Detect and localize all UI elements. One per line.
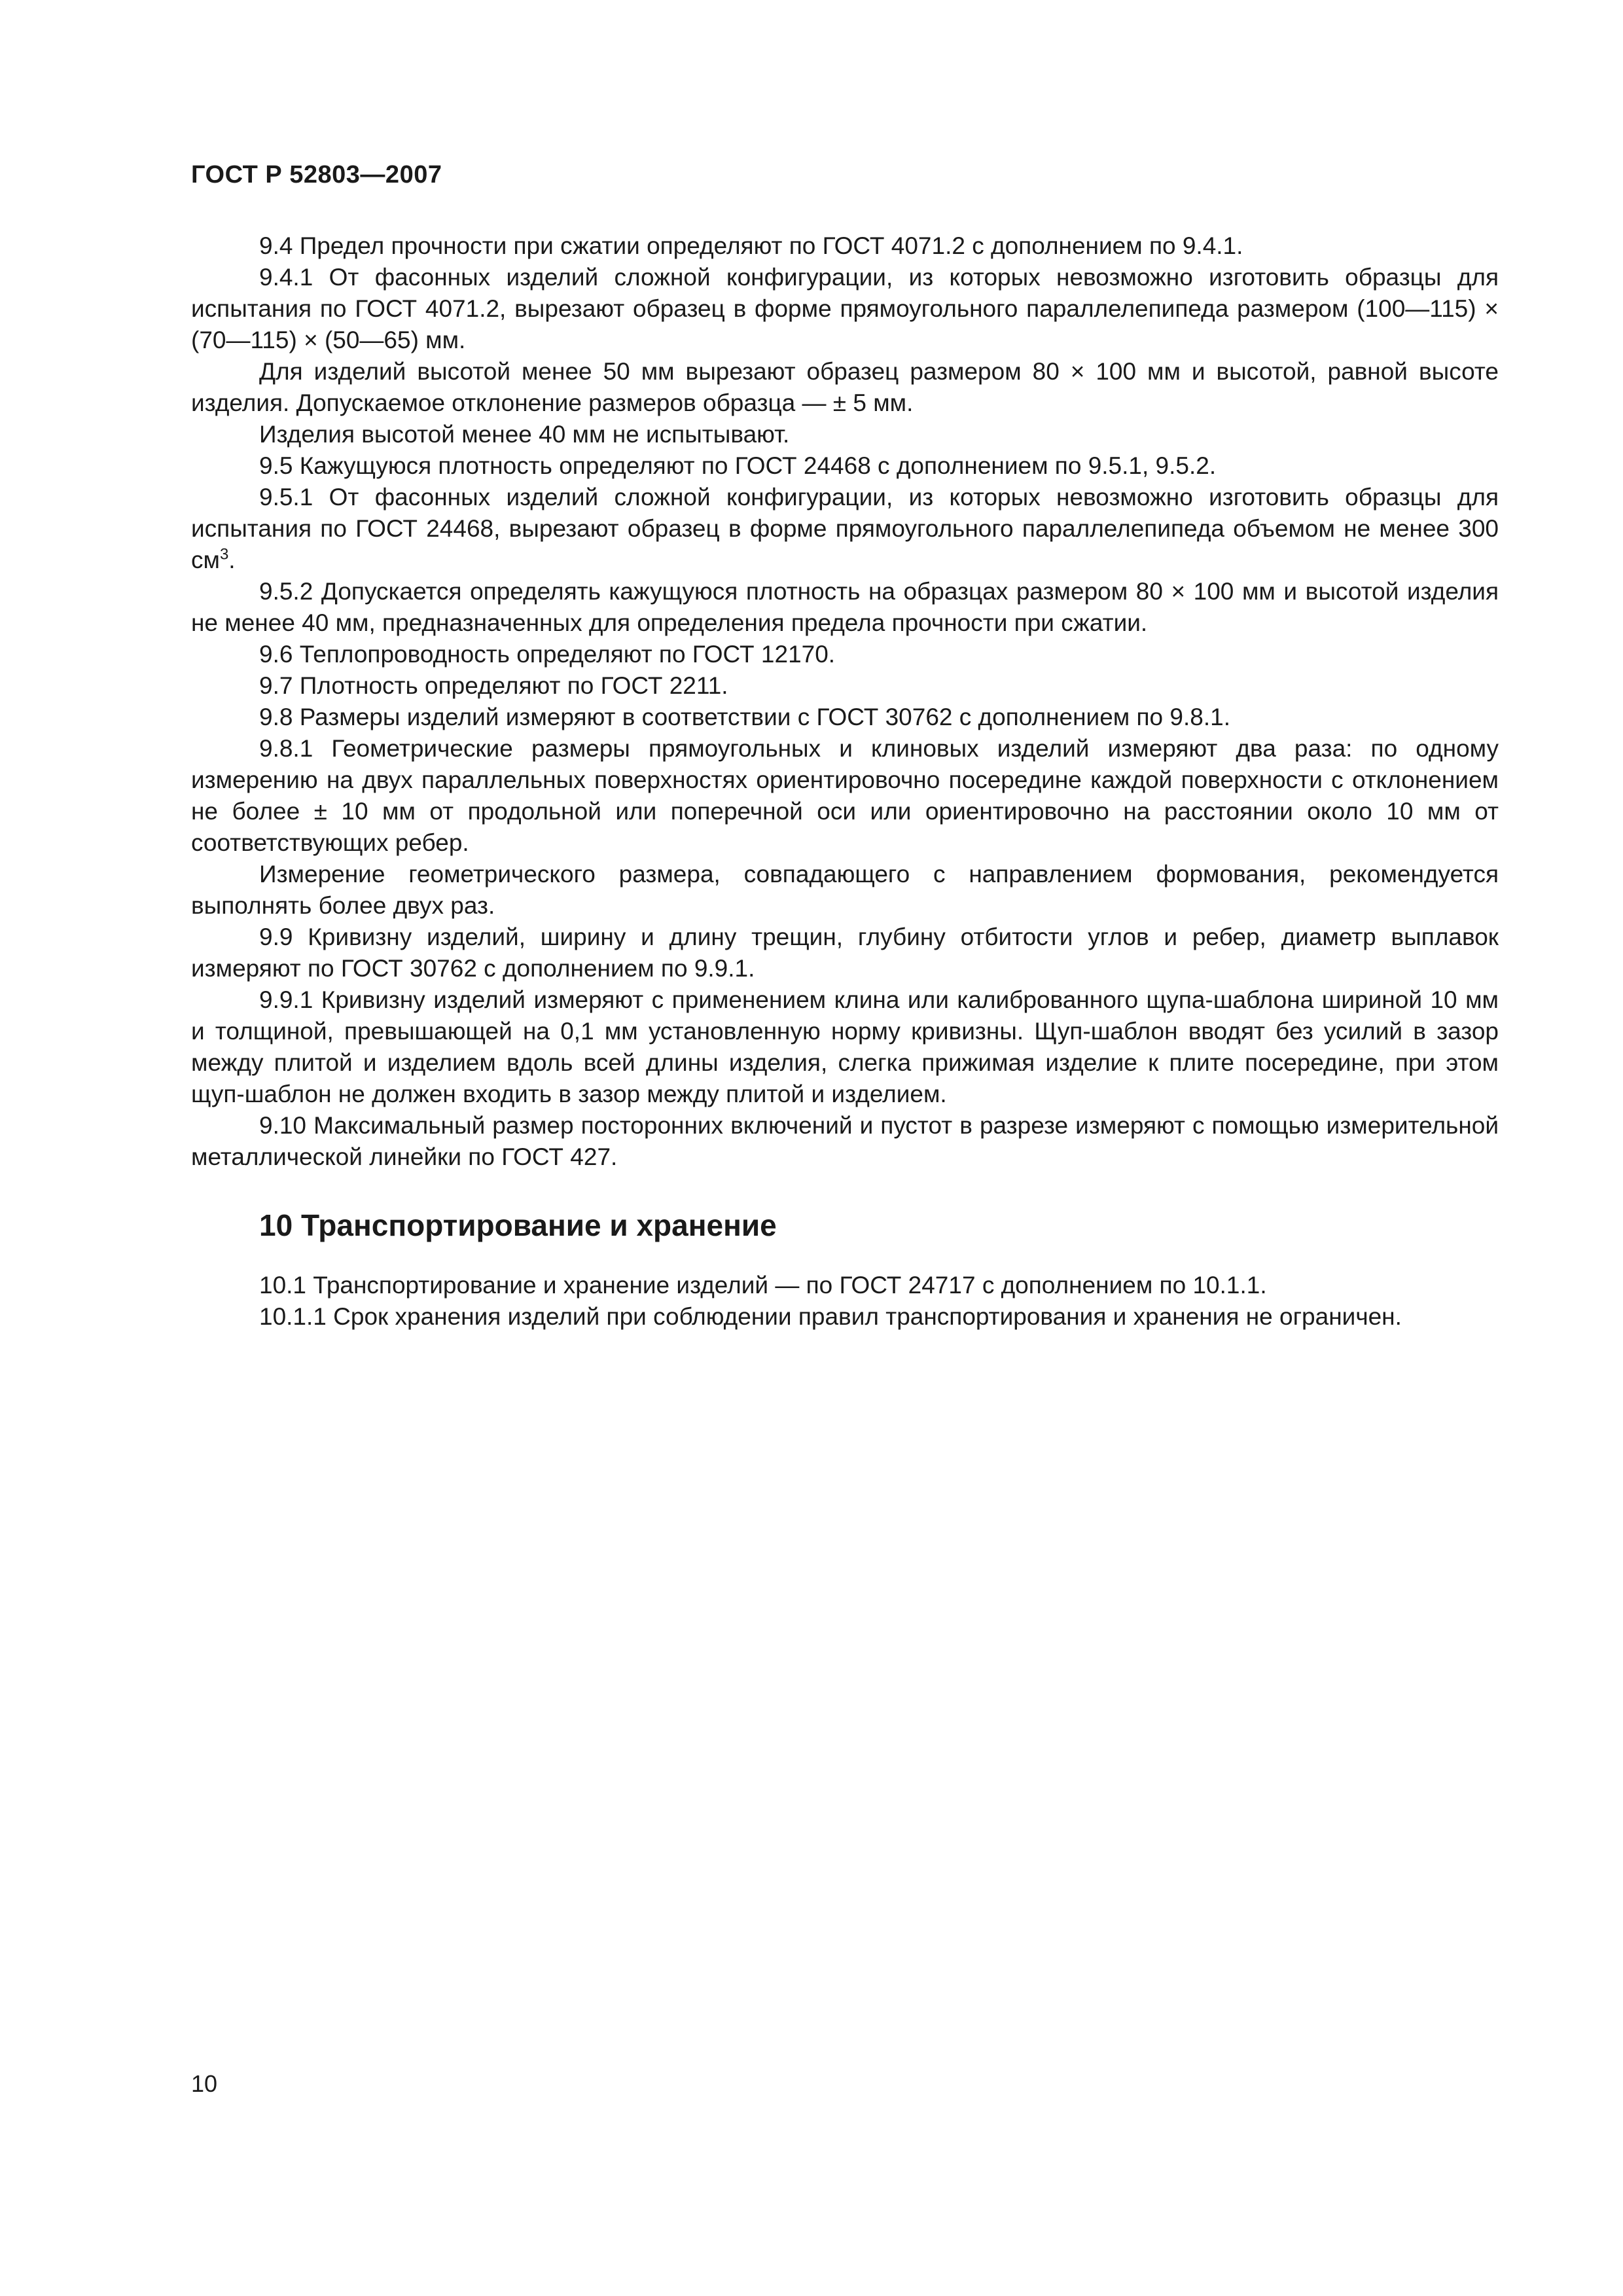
paragraph-9-4-1-c: Изделия высотой менее 40 мм не испытывают. <box>259 421 790 448</box>
document-body <box>191 230 1499 1333</box>
paragraph-9-9-1: 9.9.1 Кривизну изделий измеряют с применением клина или калиброванного щупа-шаблона шириной 10 мм и толщиной, превышающей на 0,1 мм установленную норму кривизны. Щуп-шаблон вводят без усилий в зазор между плитой и изделием вдоль всей длины изделия, слегка прижимая изделие к плите посередине, при этом щуп-шаблон не должен входить в зазор между плитой и изделием. <box>191 986 1499 1107</box>
paragraph-9-5-2: 9.5.2 Допускается определять кажущуюся плотность на образцах размером 80 × 100 мм и высотой изделия не менее 40 мм, предназначенных для определения предела прочности при сжатии. <box>191 578 1499 636</box>
paragraph-9-4-1-b: Для изделий высотой менее 50 мм вырезают образец размером 80 × 100 мм и высотой, равной высоте изделия. Допускаемое отклонение размеров образца — ± 5 мм. <box>191 358 1499 416</box>
paragraph-9-5-1-end: . <box>228 547 236 573</box>
section-10-heading: 10 Транспортирование и хранение <box>259 1208 777 1242</box>
page-number: 10 <box>191 2070 218 2097</box>
superscript-3: 3 <box>219 545 229 564</box>
paragraph-9-8-1-b: Измерение геометрического размера, совпадающего с направлением формования, рекомендуется выполнять более двух раз. <box>191 861 1499 919</box>
paragraph-10-1: 10.1 Транспортирование и хранение изделий — по ГОСТ 24717 с дополнением по 10.1.1. <box>259 1272 1267 1299</box>
paragraph-9-9: 9.9 Кривизну изделий, ширину и длину трещин, глубину отбитости углов и ребер, диаметр выплавок измеряют по ГОСТ 30762 с дополнением по 9.9.1. <box>191 924 1499 982</box>
document-header: ГОСТ Р 52803—2007 <box>191 161 442 188</box>
paragraph-9-5-1 <box>191 482 1499 576</box>
paragraph-9-10: 9.10 Максимальный размер посторонних включений и пустот в разрезе измеряют с помощью измерительной металлической линейки по ГОСТ 427. <box>191 1112 1499 1170</box>
paragraph-9-4-1: 9.4.1 От фасонных изделий сложной конфигурации, из которых невозможно изготовить образцы для испытания по ГОСТ 4071.2, вырезают образец в форме прямоугольного параллелепипеда размером (100—115) × (70—115) × (50—65) мм. <box>191 264 1499 353</box>
paragraph-9-8-1: 9.8.1 Геометрические размеры прямоугольных и клиновых изделий измеряют два раза: по одному измерению на двух параллельных поверхностях ориентировочно посередине каждой поверхности с отклонением не более ± 10 мм от продольной или поперечной оси или ориентировочно на расстоянии около 10 мм от соответствующих ребер. <box>191 735 1499 856</box>
paragraph-9-4: 9.4 Предел прочности при сжатии определяют по ГОСТ 4071.2 с дополнением по 9.4.1. <box>259 232 1243 259</box>
paragraph-9-5-1-text: 9.5.1 От фасонных изделий сложной конфигурации, из которых невозможно изготовить образцы для испытания по ГОСТ 24468, вырезают образец в форме прямоугольного параллелепипеда объемом не менее 300 см <box>191 484 1499 573</box>
paragraph-10-1-1: 10.1.1 Срок хранения изделий при соблюдении правил транспортирования и хранения не ограничен. <box>259 1303 1402 1330</box>
paragraph-9-5: 9.5 Кажущуюся плотность определяют по ГОСТ 24468 с дополнением по 9.5.1, 9.5.2. <box>259 452 1217 479</box>
paragraph-9-8: 9.8 Размеры изделий измеряют в соответствии с ГОСТ 30762 с дополнением по 9.8.1. <box>259 704 1230 730</box>
paragraph-9-7: 9.7 Плотность определяют по ГОСТ 2211. <box>259 672 728 699</box>
paragraph-9-6: 9.6 Теплопроводность определяют по ГОСТ 12170. <box>259 641 836 668</box>
